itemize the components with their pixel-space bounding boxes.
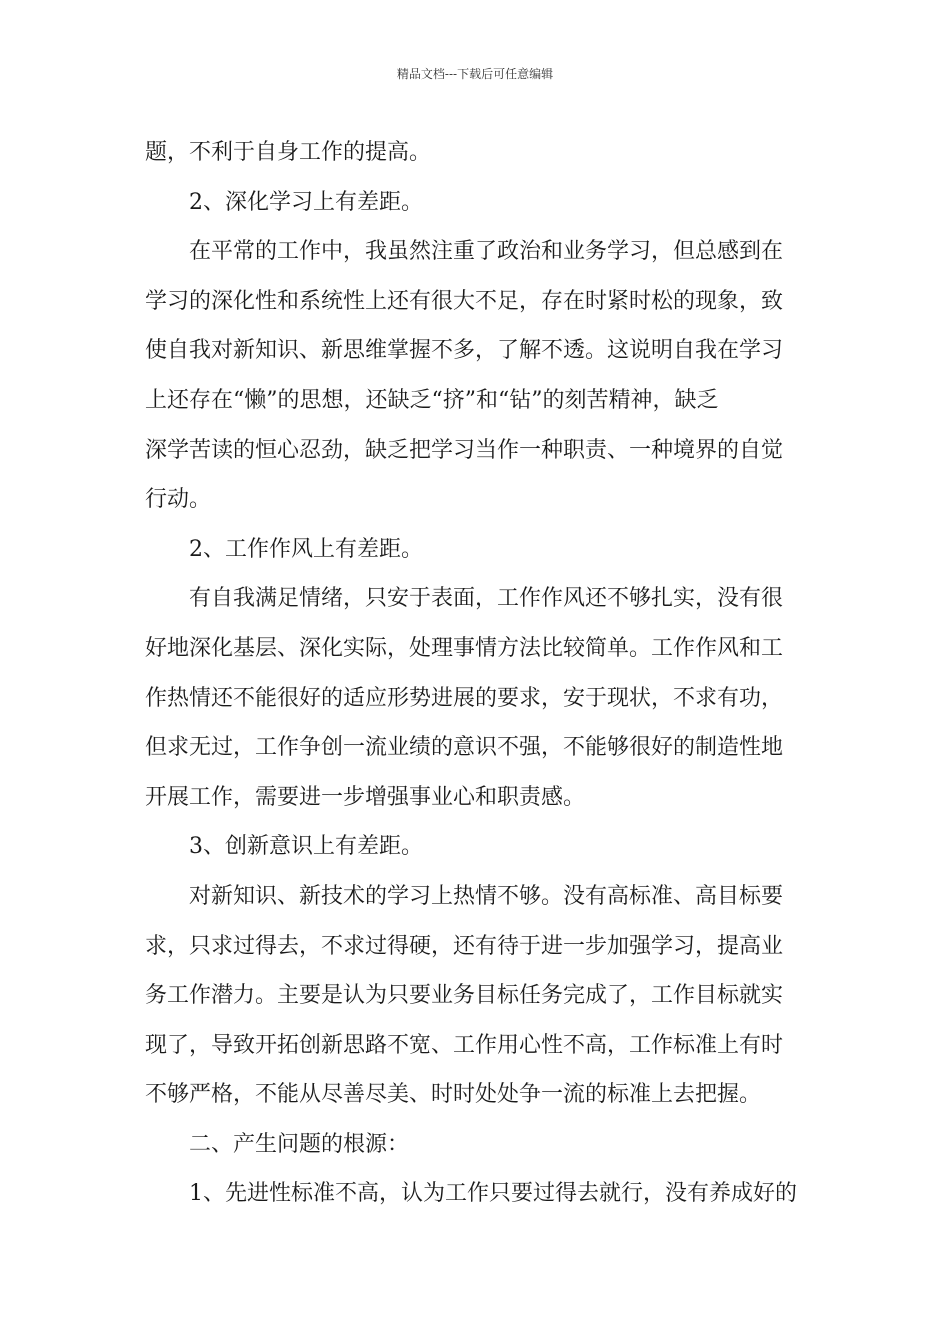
text-line: 学习的深化性和系统性上还有很大不足，存在时紧时松的现象，致 — [145, 288, 784, 314]
section-heading: 二、产生问题的根源： — [189, 1131, 410, 1157]
page-header: 精品文档---下载后可任意编辑 — [396, 67, 554, 81]
text-line: 但求无过，工作争创一流业绩的意识不强，不能够很好的制造性地 — [145, 735, 784, 761]
section-heading: 3、创新意识上有差距。 — [189, 834, 423, 860]
text-line: 开展工作，需要进一步增强事业心和职责感。 — [145, 784, 586, 810]
text-line: 上还存在“懒”的思想，还缺乏“挤”和“钻”的刻苦精神，缺乏 — [145, 387, 719, 413]
text-line: 对新知识、新技术的学习上热情不够。没有高标准、高目标要 — [189, 883, 784, 909]
text-line: 求，只求过得去，不求过得硬，还有待于进一步加强学习，提高业 — [145, 933, 784, 959]
text-line: 有自我满足情绪，只安于表面，工作作风还不够扎实，没有很 — [189, 586, 784, 612]
text-line: 行动。 — [145, 487, 212, 513]
document-body — [145, 128, 809, 1219]
text-line: 在平常的工作中，我虽然注重了政治和业务学习，但总感到在 — [189, 239, 784, 265]
text-line: 使自我对新知识、新思维掌握不多，了解不透。这说明自我在学习 — [145, 338, 784, 364]
text-line: 1、先进性标准不高，认为工作只要过得去就行，没有养成好的 — [189, 1181, 797, 1207]
text-line: 深学苦读的恒心忍劲，缺乏把学习当作一种职责、一种境界的自觉 — [145, 437, 784, 463]
text-line: 题，不利于自身工作的提高。 — [145, 140, 432, 165]
text-line: 作热情还不能很好的适应形势进展的要求，安于现状，不求有功， — [145, 685, 784, 711]
text-line: 好地深化基层、深化实际，处理事情方法比较简单。工作作风和工 — [145, 635, 784, 661]
text-line: 现了，导致开拓创新思路不宽、工作用心性不高，工作标准上有时 — [145, 1032, 784, 1058]
text-line: 不够严格，不能从尽善尽美、时时处处争一流的标准上去把握。 — [145, 1082, 762, 1108]
section-heading: 2、深化学习上有差距。 — [189, 189, 423, 215]
text-line: 务工作潜力。主要是认为只要业务目标任务完成了，工作目标就实 — [145, 983, 784, 1009]
section-heading: 2、工作作风上有差距。 — [189, 536, 423, 562]
